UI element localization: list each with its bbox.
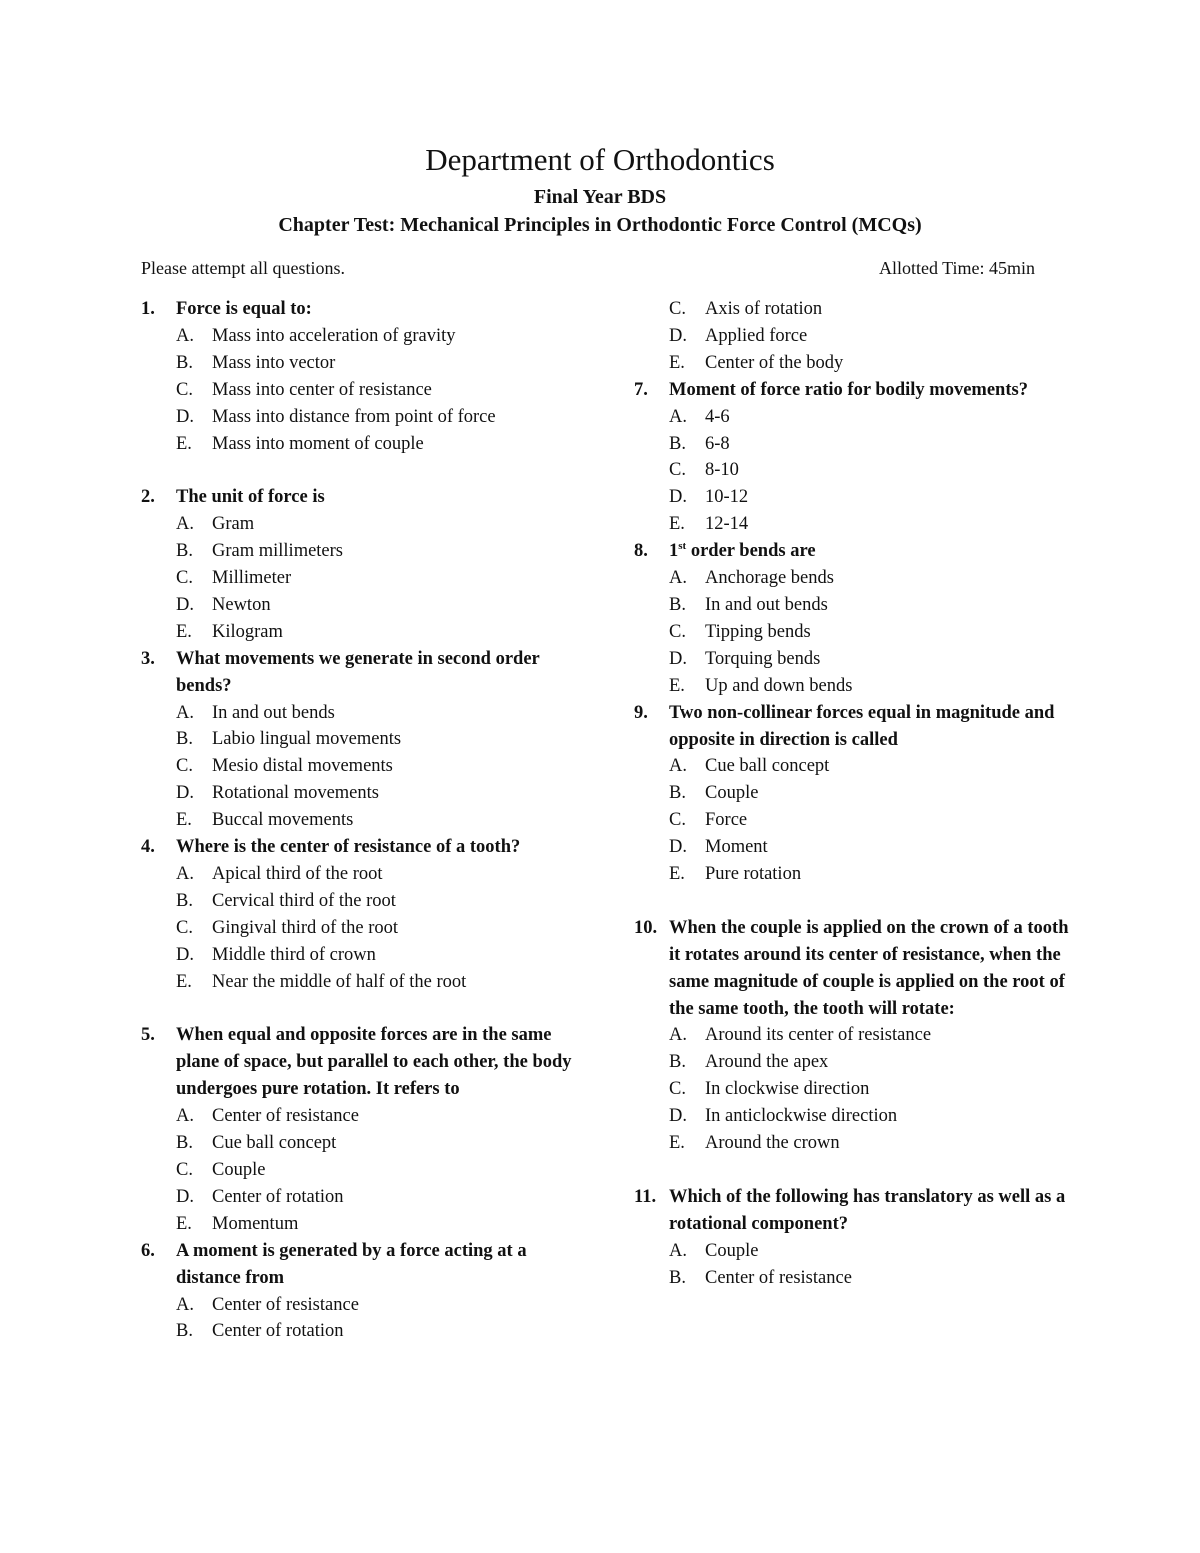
answer-option <box>141 538 581 565</box>
question-number: 2. <box>141 487 155 508</box>
question <box>634 915 1074 1023</box>
option-text: Kilogram <box>212 621 283 642</box>
course-year: Final Year BDS <box>533 186 667 208</box>
option-text: Tipping bends <box>705 621 811 642</box>
option-text: Millimeter <box>212 568 292 589</box>
option-text: Torquing bends <box>705 648 821 669</box>
question-number: 10. <box>634 917 658 938</box>
answer-option <box>141 511 581 538</box>
option-letter: E. <box>669 514 685 535</box>
answer-option <box>634 861 1074 888</box>
question-text: Two non-collinear forces equal in magnitude and opposite in direction is called <box>669 702 1055 750</box>
option-letter: D. <box>669 1106 687 1127</box>
option-letter: C. <box>176 1159 193 1180</box>
option-letter: B. <box>176 352 193 373</box>
answer-option <box>141 780 581 807</box>
chapter-title: Chapter Test: Mechanical Principles in Orthodontic Force Control (MCQs) <box>278 214 922 236</box>
answer-option <box>141 807 581 834</box>
option-text: Pure rotation <box>705 864 802 885</box>
question <box>634 700 1074 754</box>
answer-option <box>634 1103 1074 1130</box>
spacer <box>634 1157 1074 1184</box>
answer-option <box>634 457 1074 484</box>
question-number: 3. <box>141 648 155 669</box>
option-text: Anchorage bends <box>705 568 834 589</box>
option-letter: D. <box>176 1186 194 1207</box>
option-text: Mass into center of resistance <box>212 379 432 400</box>
question-number: 5. <box>141 1025 155 1046</box>
question <box>141 296 581 323</box>
option-text: In clockwise direction <box>705 1079 870 1100</box>
answer-option <box>141 1211 581 1238</box>
answer-option <box>141 861 581 888</box>
option-letter: B. <box>669 594 686 615</box>
question-text: Moment of force ratio for bodily movements? <box>669 379 1028 400</box>
option-text: Applied force <box>705 325 808 346</box>
answer-option <box>141 700 581 727</box>
option-letter: B. <box>669 433 686 454</box>
option-letter: C. <box>176 379 193 400</box>
option-text: Center of resistance <box>212 1106 359 1127</box>
option-text: Labio lingual movements <box>212 729 402 750</box>
answer-option <box>634 592 1074 619</box>
question-ordinal: 1 <box>669 541 679 562</box>
answer-option <box>634 484 1074 511</box>
answer-option <box>141 726 581 753</box>
option-letter: E. <box>176 433 192 454</box>
option-text: Mass into vector <box>212 352 336 373</box>
option-letter: C. <box>176 756 193 777</box>
answer-option <box>141 942 581 969</box>
answer-option <box>141 753 581 780</box>
answer-option <box>634 1076 1074 1103</box>
answer-option <box>634 1049 1074 1076</box>
option-letter: D. <box>176 406 194 427</box>
answer-option <box>141 565 581 592</box>
option-letter: C. <box>669 1079 686 1100</box>
answer-option <box>141 888 581 915</box>
option-text: Couple <box>212 1159 266 1180</box>
option-text: 8-10 <box>705 460 739 481</box>
option-text: Gingival third of the root <box>212 917 398 938</box>
option-text: Buccal movements <box>212 810 354 831</box>
answer-option <box>634 296 1074 323</box>
answer-option <box>141 1157 581 1184</box>
option-letter: B. <box>176 890 193 911</box>
answer-option <box>634 565 1074 592</box>
question <box>141 834 581 861</box>
answer-option <box>634 1265 1074 1292</box>
option-letter: A. <box>176 1294 194 1315</box>
question-text: Where is the center of resistance of a tooth? <box>176 837 521 858</box>
option-text: 6-8 <box>705 433 730 454</box>
option-letter: A. <box>176 514 194 535</box>
option-letter: B. <box>669 783 686 804</box>
option-text: Mass into distance from point of force <box>212 406 496 427</box>
answer-option <box>634 323 1074 350</box>
option-text: 12-14 <box>705 514 749 535</box>
question-number: 1. <box>141 299 155 319</box>
answer-option <box>634 807 1074 834</box>
answer-option <box>141 619 581 646</box>
option-letter: C. <box>669 299 686 319</box>
option-text: Center of resistance <box>705 1267 852 1288</box>
option-letter: B. <box>669 1052 686 1073</box>
answer-option <box>634 619 1074 646</box>
option-text: Mass into moment of couple <box>212 433 424 454</box>
allotted-time: Allotted Time: 45min <box>878 258 1035 278</box>
question-number: 4. <box>141 837 155 858</box>
option-letter: E. <box>669 352 685 373</box>
option-letter: A. <box>176 864 194 885</box>
answer-option <box>634 511 1074 538</box>
option-letter: C. <box>176 568 193 589</box>
option-text: Center of the body <box>705 352 844 373</box>
option-letter: C. <box>669 621 686 642</box>
option-letter: E. <box>176 971 192 992</box>
option-letter: E. <box>176 621 192 642</box>
option-text: Up and down bends <box>705 675 853 696</box>
option-letter: C. <box>176 917 193 938</box>
option-letter: C. <box>669 810 686 831</box>
option-text: Mesio distal movements <box>212 756 393 777</box>
left-column <box>141 296 581 1345</box>
option-text: Center of rotation <box>212 1186 344 1207</box>
question-number: 11. <box>634 1186 657 1207</box>
option-text: In and out bends <box>705 594 828 615</box>
option-letter: A. <box>669 568 687 589</box>
question-text: When the couple is applied on the crown of a tooth it rotates around its center of resistance, when the same magnitude of couple is applied on the root of the same tooth, the tooth will rotate: <box>669 917 1069 1019</box>
question <box>634 377 1074 404</box>
question-text: What movements we generate in second order bends? <box>176 648 540 696</box>
option-text: Newton <box>212 594 271 615</box>
department-title: Department of Orthodontics <box>425 142 775 177</box>
option-text: Gram <box>212 514 255 535</box>
option-text: Near the middle of half of the root <box>212 971 467 992</box>
option-text: Rotational movements <box>212 783 379 804</box>
option-letter: A. <box>669 1025 687 1046</box>
answer-option <box>634 1238 1074 1265</box>
question-text: The unit of force is <box>176 487 325 508</box>
option-text: Force <box>705 810 748 831</box>
option-letter: A. <box>669 406 687 427</box>
ordinal-suffix: st <box>678 540 687 552</box>
question <box>141 1238 581 1292</box>
question-text: When equal and opposite forces are in the same plane of space, but parallel to each other, the body undergoes pure rotation. It refers to <box>176 1025 572 1100</box>
option-text: Center of rotation <box>212 1321 344 1342</box>
answer-option <box>141 377 581 404</box>
option-text: Apical third of the root <box>212 864 383 885</box>
option-text: 4-6 <box>705 406 730 427</box>
answer-option <box>634 646 1074 673</box>
question-number: 9. <box>634 702 648 723</box>
answer-option <box>634 431 1074 458</box>
answer-option <box>141 592 581 619</box>
question-number: 6. <box>141 1240 155 1261</box>
answer-option <box>141 1130 581 1157</box>
answer-option <box>634 350 1074 377</box>
option-text: Moment <box>705 837 768 858</box>
option-text: Momentum <box>212 1213 299 1234</box>
option-letter: D. <box>176 594 194 615</box>
question-text: order bends are <box>690 541 816 562</box>
option-letter: D. <box>669 837 687 858</box>
question-number: 8. <box>634 541 648 562</box>
option-letter: D. <box>176 783 194 804</box>
option-letter: E. <box>669 864 685 885</box>
option-letter: A. <box>176 325 194 346</box>
option-letter: E. <box>669 675 685 696</box>
answer-option <box>634 1130 1074 1157</box>
option-text: Cervical third of the root <box>212 890 396 911</box>
question <box>634 1184 1074 1238</box>
answer-option <box>141 915 581 942</box>
option-letter: E. <box>176 1213 192 1234</box>
answer-option <box>141 350 581 377</box>
option-text: 10-12 <box>705 487 749 508</box>
instructions: Please attempt all questions. <box>141 258 345 278</box>
option-text: Cue ball concept <box>705 756 830 777</box>
question-text: Force is equal to: <box>176 299 312 319</box>
option-letter: B. <box>669 1267 686 1288</box>
option-text: In anticlockwise direction <box>705 1106 898 1127</box>
option-letter: B. <box>176 729 193 750</box>
answer-option <box>141 1292 581 1319</box>
answer-option <box>634 1022 1074 1049</box>
question-text: A moment is generated by a force acting at a distance from <box>176 1240 527 1288</box>
answer-option <box>141 1103 581 1130</box>
spacer <box>141 996 581 1023</box>
spacer <box>141 457 581 484</box>
answer-option <box>634 834 1074 861</box>
option-letter: B. <box>176 541 193 562</box>
question <box>141 484 581 511</box>
option-letter: E. <box>669 1133 685 1154</box>
answer-option <box>634 780 1074 807</box>
option-letter: B. <box>176 1321 193 1342</box>
answer-option <box>141 323 581 350</box>
option-letter: D. <box>669 325 687 346</box>
option-text: Center of resistance <box>212 1294 359 1315</box>
question <box>141 1022 581 1103</box>
option-letter: C. <box>669 460 686 481</box>
answer-option <box>141 431 581 458</box>
option-text: Around its center of resistance <box>705 1025 932 1046</box>
option-letter: A. <box>176 1106 194 1127</box>
option-text: Middle third of crown <box>212 944 376 965</box>
option-text: Couple <box>705 1240 759 1261</box>
option-letter: A. <box>176 702 194 723</box>
answer-option <box>141 969 581 996</box>
option-letter: B. <box>176 1133 193 1154</box>
answer-option <box>634 673 1074 700</box>
answer-option <box>141 1184 581 1211</box>
option-letter: A. <box>669 756 687 777</box>
option-text: Around the apex <box>705 1052 829 1073</box>
option-text: Axis of rotation <box>705 299 823 319</box>
option-letter: A. <box>669 1240 687 1261</box>
option-text: In and out bends <box>212 702 335 723</box>
option-letter: D. <box>669 487 687 508</box>
spacer <box>634 888 1074 915</box>
option-text: Mass into acceleration of gravity <box>212 325 456 346</box>
option-letter: D. <box>669 648 687 669</box>
answer-option <box>634 753 1074 780</box>
option-text: Gram millimeters <box>212 541 344 562</box>
question-number: 7. <box>634 379 648 400</box>
option-text: Around the crown <box>705 1133 840 1154</box>
option-text: Couple <box>705 783 759 804</box>
question <box>634 538 1074 565</box>
question <box>141 646 581 700</box>
answer-option <box>141 1318 581 1345</box>
answer-option <box>634 404 1074 431</box>
option-letter: E. <box>176 810 192 831</box>
option-letter: D. <box>176 944 194 965</box>
answer-option <box>141 404 581 431</box>
option-text: Cue ball concept <box>212 1133 337 1154</box>
question-text: Which of the following has translatory as well as a rotational component? <box>669 1186 1066 1234</box>
right-column <box>634 296 1074 1292</box>
